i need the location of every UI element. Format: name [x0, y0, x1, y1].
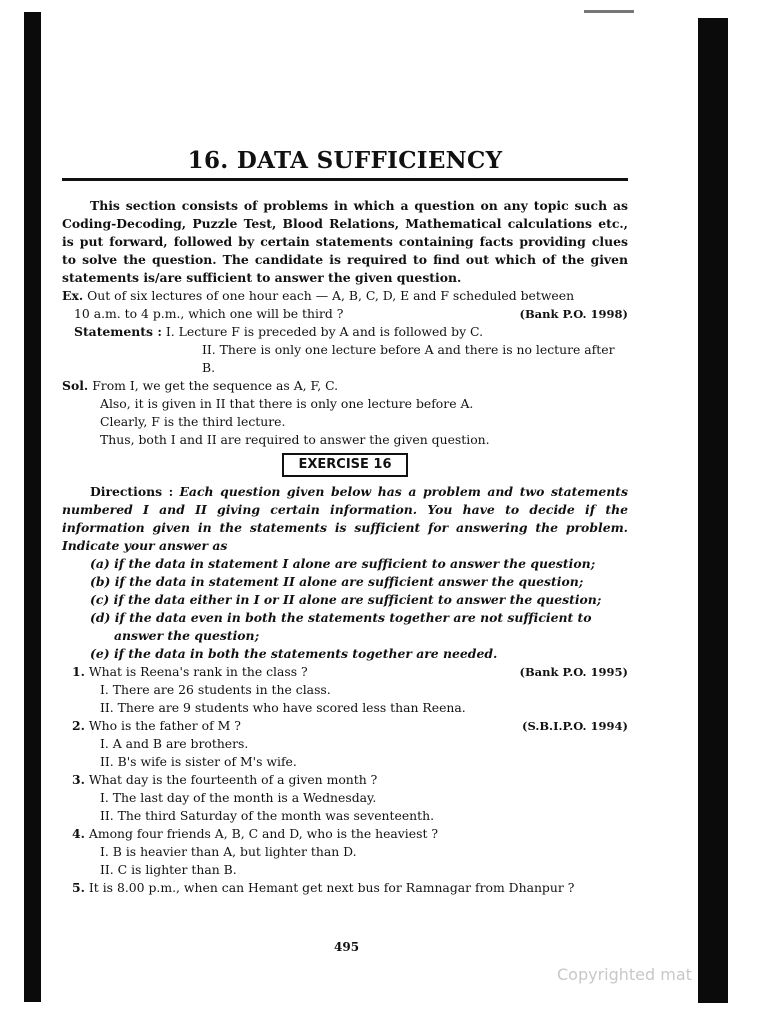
question-text: What is Reena's rank in the class ?	[88, 664, 308, 679]
directions-label: Directions :	[90, 484, 174, 499]
question-number: 4.	[72, 826, 85, 841]
example-line	[62, 287, 628, 305]
page-content	[62, 147, 628, 897]
option-key: (e)	[90, 646, 110, 661]
question-item	[62, 771, 628, 789]
answer-option	[86, 573, 628, 591]
example-source: (Bank P.O. 1998)	[519, 307, 628, 321]
question-text: What day is the fourteenth of a given month ?	[88, 772, 378, 787]
answer-option	[86, 609, 628, 645]
answer-options	[62, 555, 628, 663]
question-number: 3.	[72, 772, 85, 787]
question-number: 5.	[72, 880, 85, 895]
example-text-2: 10 a.m. to 4 p.m., which one will be third ?	[74, 306, 344, 321]
scan-top-mark	[584, 10, 634, 13]
question-text: Among four friends A, B, C and D, who is the heaviest ?	[88, 826, 439, 841]
solution-3: Clearly, F is the third lecture.	[100, 414, 286, 429]
solution-4: Thus, both I and II are required to answer the given question.	[100, 432, 490, 447]
directions-text: Each question given below has a problem and two statements numbered I and II giving certain information. You have to decide if the information given in the statements is sufficient for answering the problem. Indicate your answer as	[62, 484, 628, 553]
option-key: (b)	[90, 574, 111, 589]
statements-label: Statements :	[74, 324, 162, 339]
question-item	[62, 825, 628, 843]
example-statement-2: II. There is only one lecture before A and there is no lecture after B.	[202, 342, 615, 375]
question-statement: I. The last day of the month is a Wednesday.	[100, 790, 377, 805]
copyright-watermark: Copyrighted mat	[557, 965, 692, 984]
question-item	[62, 879, 628, 897]
scan-left-edge	[24, 12, 41, 1002]
solution-label: Sol.	[62, 378, 89, 393]
option-key: (c)	[90, 592, 110, 607]
option-text: if the data in statement I alone are sufficient to answer the question;	[114, 556, 596, 571]
question-number: 1.	[72, 664, 85, 679]
solution-1: From I, we get the sequence as A, F, C.	[92, 378, 339, 393]
solution-line	[62, 377, 628, 395]
example-statements	[62, 323, 628, 341]
title-rule	[62, 178, 628, 181]
answer-option	[86, 591, 628, 609]
example-text: Out of six lectures of one hour each — A, B, C, D, E and F scheduled between	[87, 288, 575, 303]
option-key: (d)	[90, 610, 111, 625]
page-number: 495	[334, 940, 360, 954]
example-label: Ex.	[62, 288, 84, 303]
question-statement: I. A and B are brothers.	[100, 736, 249, 751]
scan-right-edge	[698, 18, 728, 1003]
answer-option	[86, 645, 628, 663]
question-statement: II. The third Saturday of the month was seventeenth.	[100, 808, 435, 823]
exercise-heading	[62, 453, 628, 477]
question-text: Who is the father of M ?	[88, 718, 241, 733]
chapter-title: 16. DATA SUFFICIENCY	[187, 147, 503, 174]
example-line-2	[62, 305, 628, 323]
option-text: if the data in statement II alone are sufficient answer the question;	[114, 574, 584, 589]
option-text: if the data in both the statements together are needed.	[113, 646, 498, 661]
option-key: (a)	[90, 556, 110, 571]
question-item	[62, 663, 628, 681]
directions-paragraph	[62, 483, 628, 555]
answer-option	[86, 555, 628, 573]
question-item	[62, 717, 628, 735]
example-statement-1: I. Lecture F is preceded by A and is followed by C.	[165, 324, 484, 339]
question-statement: II. C is lighter than B.	[100, 862, 237, 877]
question-number: 2.	[72, 718, 85, 733]
option-text: if the data even in both the statements together are not sufficient to answer the question;	[114, 610, 592, 643]
question-text: It is 8.00 p.m., when can Hemant get next bus for Ramnagar from Dhanpur ?	[88, 880, 575, 895]
question-source: (S.B.I.P.O. 1994)	[522, 719, 628, 733]
intro-paragraph: This section consists of problems in which a question on any topic such as Coding-Decoding, Puzzle Test, Blood Relations, Mathematical calculations etc., is put forward, followed by certain statements containing facts providing clues to solve the question. The candidate is required to find out which of the given statements is/are sufficient to answer the given question.	[62, 198, 628, 285]
question-statement: II. There are 9 students who have scored less than Reena.	[100, 700, 466, 715]
question-statement: I. There are 26 students in the class.	[100, 682, 331, 697]
option-text: if the data either in I or II alone are sufficient to answer the question;	[113, 592, 602, 607]
solution-2: Also, it is given in II that there is only one lecture before A.	[100, 396, 474, 411]
question-statement: II. B's wife is sister of M's wife.	[100, 754, 297, 769]
exercise-title: EXERCISE 16	[282, 453, 407, 477]
question-list	[62, 663, 628, 897]
question-source: (Bank P.O. 1995)	[519, 665, 628, 679]
question-statement: I. B is heavier than A, but lighter than D.	[100, 844, 357, 859]
